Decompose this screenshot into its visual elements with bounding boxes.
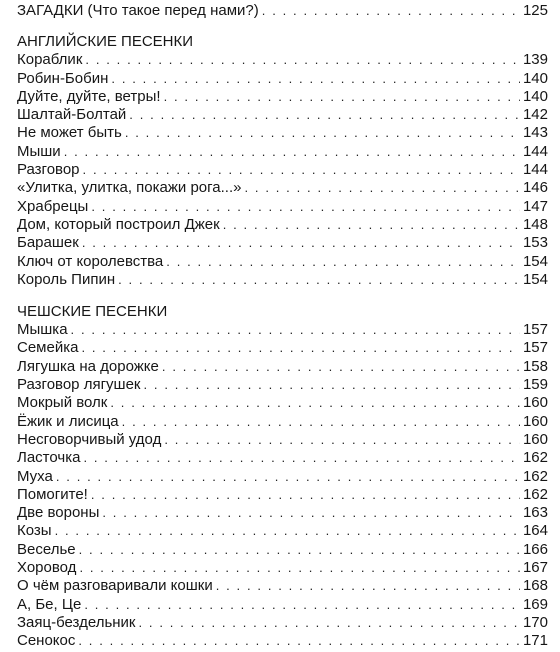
entry-page-number: 140 [522,87,548,105]
entry-title: Лягушка на дорожке [17,357,159,375]
dot-leader [110,394,520,412]
toc-entry[interactable] [17,486,548,504]
entry-title: Две вороны [17,504,100,522]
dot-leader [244,179,519,197]
entry-page-number: 140 [522,69,548,87]
toc-entry[interactable] [17,541,548,559]
entry-page-number: 157 [522,321,548,339]
entry-title: Ключ от королевства [17,252,164,270]
entry-title: Барашек [17,234,79,252]
toc-entry[interactable] [17,143,548,161]
dot-leader [78,632,520,650]
entry-page-number: 162 [522,485,548,503]
dot-leader [118,271,520,289]
entry-title: Кораблик [17,51,83,69]
toc-entry[interactable] [17,559,548,577]
dot-leader [79,559,520,577]
entry-page-number: 157 [522,339,548,357]
toc-entry[interactable] [17,216,548,234]
toc-entry[interactable] [17,70,548,88]
entry-page-number: 146 [522,179,548,197]
entry-title: «Улитка, улитка, покажи рога...» [17,179,242,197]
entry-title: Мышка [17,321,68,339]
section-heading-english: АНГЛИЙСКИЕ ПЕСЕНКИ [17,33,194,51]
entry-title: Муха [17,467,53,485]
dot-leader [71,321,520,339]
toc-entry[interactable] [17,522,548,540]
entry-title: Несговорчивый удод [17,430,162,448]
entry-page-number: 154 [522,270,548,288]
toc-entry[interactable] [17,614,548,632]
entry-page-number: 144 [522,142,548,160]
dot-leader [143,376,519,394]
entry-title: Заяц-бездельник [17,613,136,631]
dot-leader [56,468,520,486]
entry-page-number: 171 [522,632,548,650]
toc-entry[interactable] [17,632,548,650]
dot-leader [129,106,520,124]
entry-page-number: 153 [522,234,548,252]
entry-page-number: 148 [522,215,548,233]
dot-leader [64,143,520,161]
toc-entry[interactable] [17,358,548,376]
entry-title: Мокрый волк [17,394,108,412]
entry-page-number: 160 [522,394,548,412]
dot-leader [55,522,520,540]
toc-entry[interactable] [17,106,548,124]
toc-entry[interactable] [17,339,548,357]
toc-entry[interactable] [17,394,548,412]
toc-entry[interactable] [17,577,548,595]
toc-entry[interactable] [17,234,548,252]
entry-title: Храбрецы [17,197,89,215]
entry-title: Шалтай-Болтай [17,106,127,124]
entry-title: Ёжик и лисица [17,412,119,430]
toc-entry[interactable] [17,179,548,197]
entry-page-number: 142 [522,106,548,124]
entry-page-number: 160 [522,430,548,448]
toc-entry[interactable] [17,271,548,289]
entry-title: Дом, который построил Джек [17,215,220,233]
dot-leader [122,413,520,431]
dot-leader [166,253,520,271]
entry-page-number: 158 [522,357,548,375]
entry-page-number: 167 [522,559,548,577]
dot-leader [91,198,520,216]
toc-entry[interactable] [17,449,548,467]
toc-entry[interactable] [17,468,548,486]
entry-title: Король Пипин [17,270,116,288]
toc-entry[interactable] [17,124,548,142]
toc-entry[interactable] [17,88,548,106]
dot-leader [216,577,520,595]
entry-page-number: 143 [522,124,548,142]
entry-page-number: 160 [522,412,548,430]
dot-leader [79,541,520,559]
dot-leader [83,449,520,467]
entry-title: Помогите! [17,485,88,503]
dot-leader [262,2,520,20]
toc-entry[interactable] [17,413,548,431]
toc-entry[interactable] [17,431,548,449]
dot-leader [91,486,520,504]
entry-page-number: 163 [522,504,548,522]
dot-leader [83,161,520,179]
dot-leader [102,504,520,522]
dot-leader [164,431,520,449]
entry-page-number: 144 [522,161,548,179]
section-heading-czech: ЧЕШСКИЕ ПЕСЕНКИ [17,303,168,321]
toc-entry[interactable] [17,596,548,614]
entry-title: А, Бе, Це [17,595,82,613]
entry-title: Робин-Бобин [17,69,109,87]
dot-leader [223,216,520,234]
dot-leader [111,70,520,88]
section-english-songs [17,51,548,289]
entry-title: Хоровод [17,559,77,577]
entry-title: Разговор [17,161,80,179]
entry-title: Сенокос [17,632,76,650]
dot-leader [81,339,520,357]
dot-leader [84,596,520,614]
dot-leader [82,234,520,252]
entry-title: О чём разговаривали кошки [17,577,213,595]
toc-entry[interactable] [17,321,548,339]
entry-title: Веселье [17,540,76,558]
dot-leader [164,88,520,106]
entry-page-number: 154 [522,252,548,270]
entry-title: Дуйте, дуйте, ветры! [17,87,161,105]
toc-entry-riddles[interactable] [17,2,548,20]
entry-title: ЗАГАДКИ (Что такое перед нами?) [17,2,259,19]
toc-entry[interactable] [17,253,548,271]
entry-page-number: 166 [522,540,548,558]
entry-page-number: 164 [522,522,548,540]
entry-title: Мыши [17,142,61,160]
toc-entry[interactable] [17,504,548,522]
toc-entry[interactable] [17,376,548,394]
entry-title: Семейка [17,339,79,357]
entry-page-number: 147 [522,197,548,215]
entry-page-number: 169 [522,595,548,613]
dot-leader [85,51,520,69]
entry-title: Ласточка [17,449,81,467]
entry-title: Не может быть [17,124,122,142]
dot-leader [162,358,520,376]
entry-page-number: 162 [522,449,548,467]
entry-page-number: 139 [522,51,548,69]
entry-page-number: 159 [522,376,548,394]
entry-page-number: 162 [522,467,548,485]
entry-page-number: 168 [522,577,548,595]
entry-title: Козы [17,522,52,540]
entry-title: Разговор лягушек [17,376,141,394]
toc-entry[interactable] [17,51,548,69]
toc-entry[interactable] [17,198,548,216]
entry-page-number: 170 [522,613,548,631]
dot-leader [138,614,519,632]
entry-page-number: 125 [522,2,548,19]
toc-entry[interactable] [17,161,548,179]
section-czech-songs [17,321,548,650]
dot-leader [125,124,520,142]
